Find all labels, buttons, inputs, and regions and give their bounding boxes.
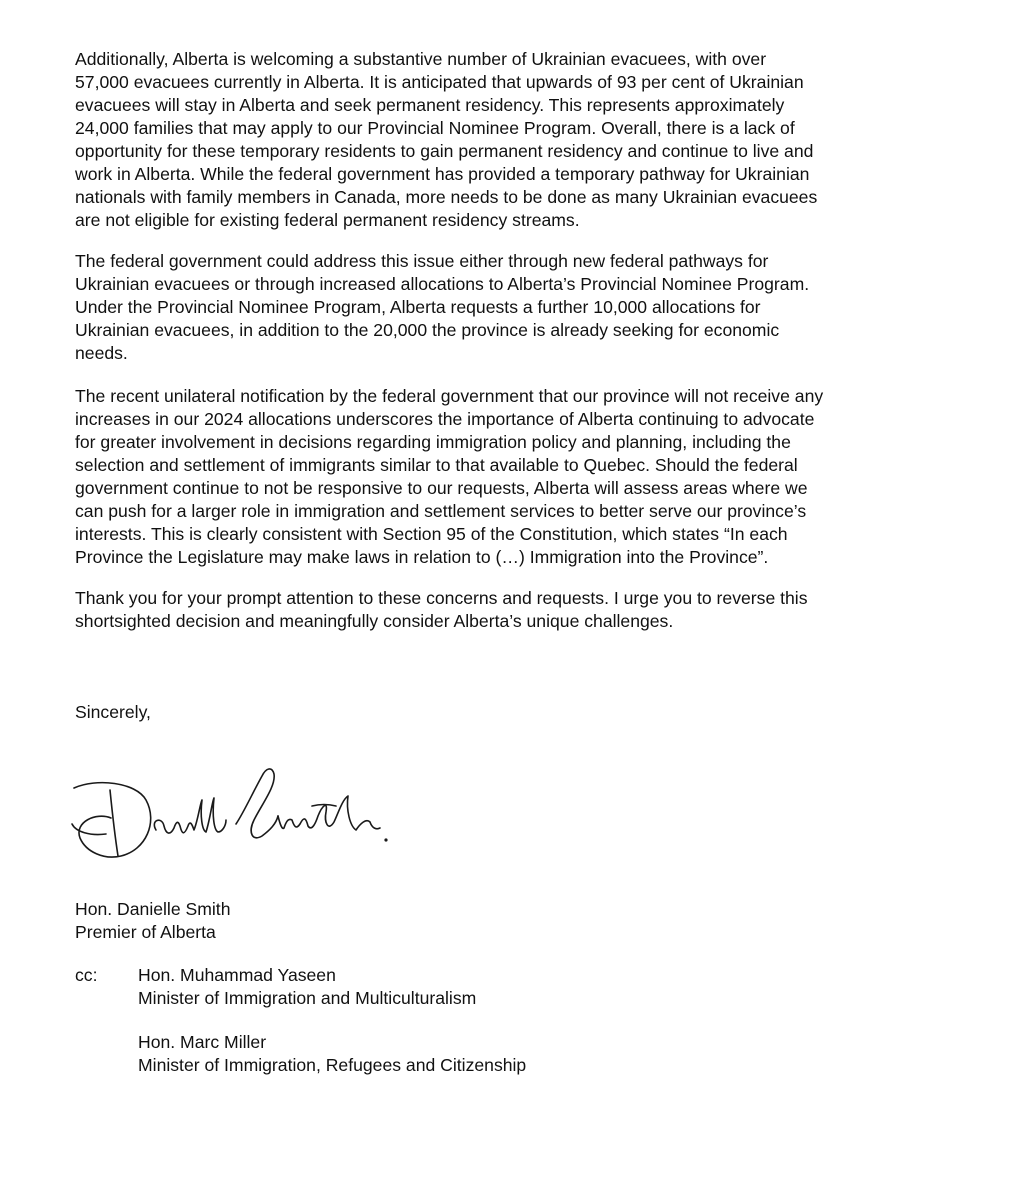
text-line: Under the Provincial Nominee Program, Alberta requests a further 10,000 allocations for	[75, 297, 761, 317]
text-line: are not eligible for existing federal permanent residency streams.	[75, 210, 580, 230]
text-line: can push for a larger role in immigration and settlement services to better serve our province’s	[75, 501, 807, 521]
cc-recipient	[138, 964, 476, 1010]
paragraph-thank-you	[75, 587, 955, 633]
text-line: for greater involvement in decisions regarding immigration policy and planning, including the	[75, 432, 791, 452]
text-line: evacuees will stay in Alberta and seek permanent residency. This represents approximately	[75, 95, 785, 115]
closing-salutation: Sincerely,	[75, 702, 151, 722]
text-line: Additionally, Alberta is welcoming a substantive number of Ukrainian evacuees, with over	[75, 49, 767, 69]
text-line: nationals with family members in Canada, more needs to be done as many Ukrainian evacuees	[75, 187, 818, 207]
text-line: selection and settlement of immigrants similar to that available to Quebec. Should the federal	[75, 455, 798, 475]
text-line: government continue to not be responsive to our requests, Alberta will assess areas where we	[75, 478, 808, 498]
cc-label: cc:	[75, 965, 98, 985]
text-line: opportunity for these temporary residents to gain permanent residency and continue to live and	[75, 141, 814, 161]
text-line: 24,000 families that may apply to our Provincial Nominee Program. Overall, there is a lack of	[75, 118, 795, 138]
text-line: interests. This is clearly consistent with Section 95 of the Constitution, which states “In each	[75, 524, 788, 544]
signer-block	[75, 898, 230, 944]
cc-recipient-name: Hon. Muhammad Yaseen	[138, 965, 336, 985]
cc-recipient-title: Minister of Immigration, Refugees and Citizenship	[138, 1055, 527, 1075]
signer-name: Hon. Danielle Smith	[75, 899, 231, 919]
paragraph-unilateral-notification	[75, 385, 955, 569]
cc-recipient-title: Minister of Immigration and Multiculturalism	[138, 988, 477, 1008]
text-line: The federal government could address this issue either through new federal pathways for	[75, 251, 769, 271]
handwritten-signature	[66, 760, 396, 870]
text-line: Ukrainian evacuees or through increased allocations to Alberta’s Provincial Nominee Program.	[75, 274, 810, 294]
paragraph-federal-pathways	[75, 250, 955, 365]
text-line: Thank you for your prompt attention to these concerns and requests. I urge you to reverse this	[75, 588, 808, 608]
paragraph-ukrainian-evacuees	[75, 48, 955, 232]
text-line: Province the Legislature may make laws in relation to (…) Immigration into the Province”.	[75, 547, 769, 567]
text-line: Ukrainian evacuees, in addition to the 20,000 the province is already seeking for economic	[75, 320, 780, 340]
text-line: shortsighted decision and meaningfully consider Alberta’s unique challenges.	[75, 611, 674, 631]
cc-recipient	[138, 1031, 526, 1077]
text-line: increases in our 2024 allocations underscores the importance of Alberta continuing to advocate	[75, 409, 815, 429]
cc-recipient-name: Hon. Marc Miller	[138, 1032, 267, 1052]
text-line: 57,000 evacuees currently in Alberta. It is anticipated that upwards of 93 per cent of Ukrainian	[75, 72, 804, 92]
signer-title: Premier of Alberta	[75, 922, 216, 942]
text-line: work in Alberta. While the federal government has provided a temporary pathway for Ukrainian	[75, 164, 810, 184]
text-line: The recent unilateral notification by the federal government that our province will not receive any	[75, 386, 824, 406]
text-line: needs.	[75, 343, 128, 363]
